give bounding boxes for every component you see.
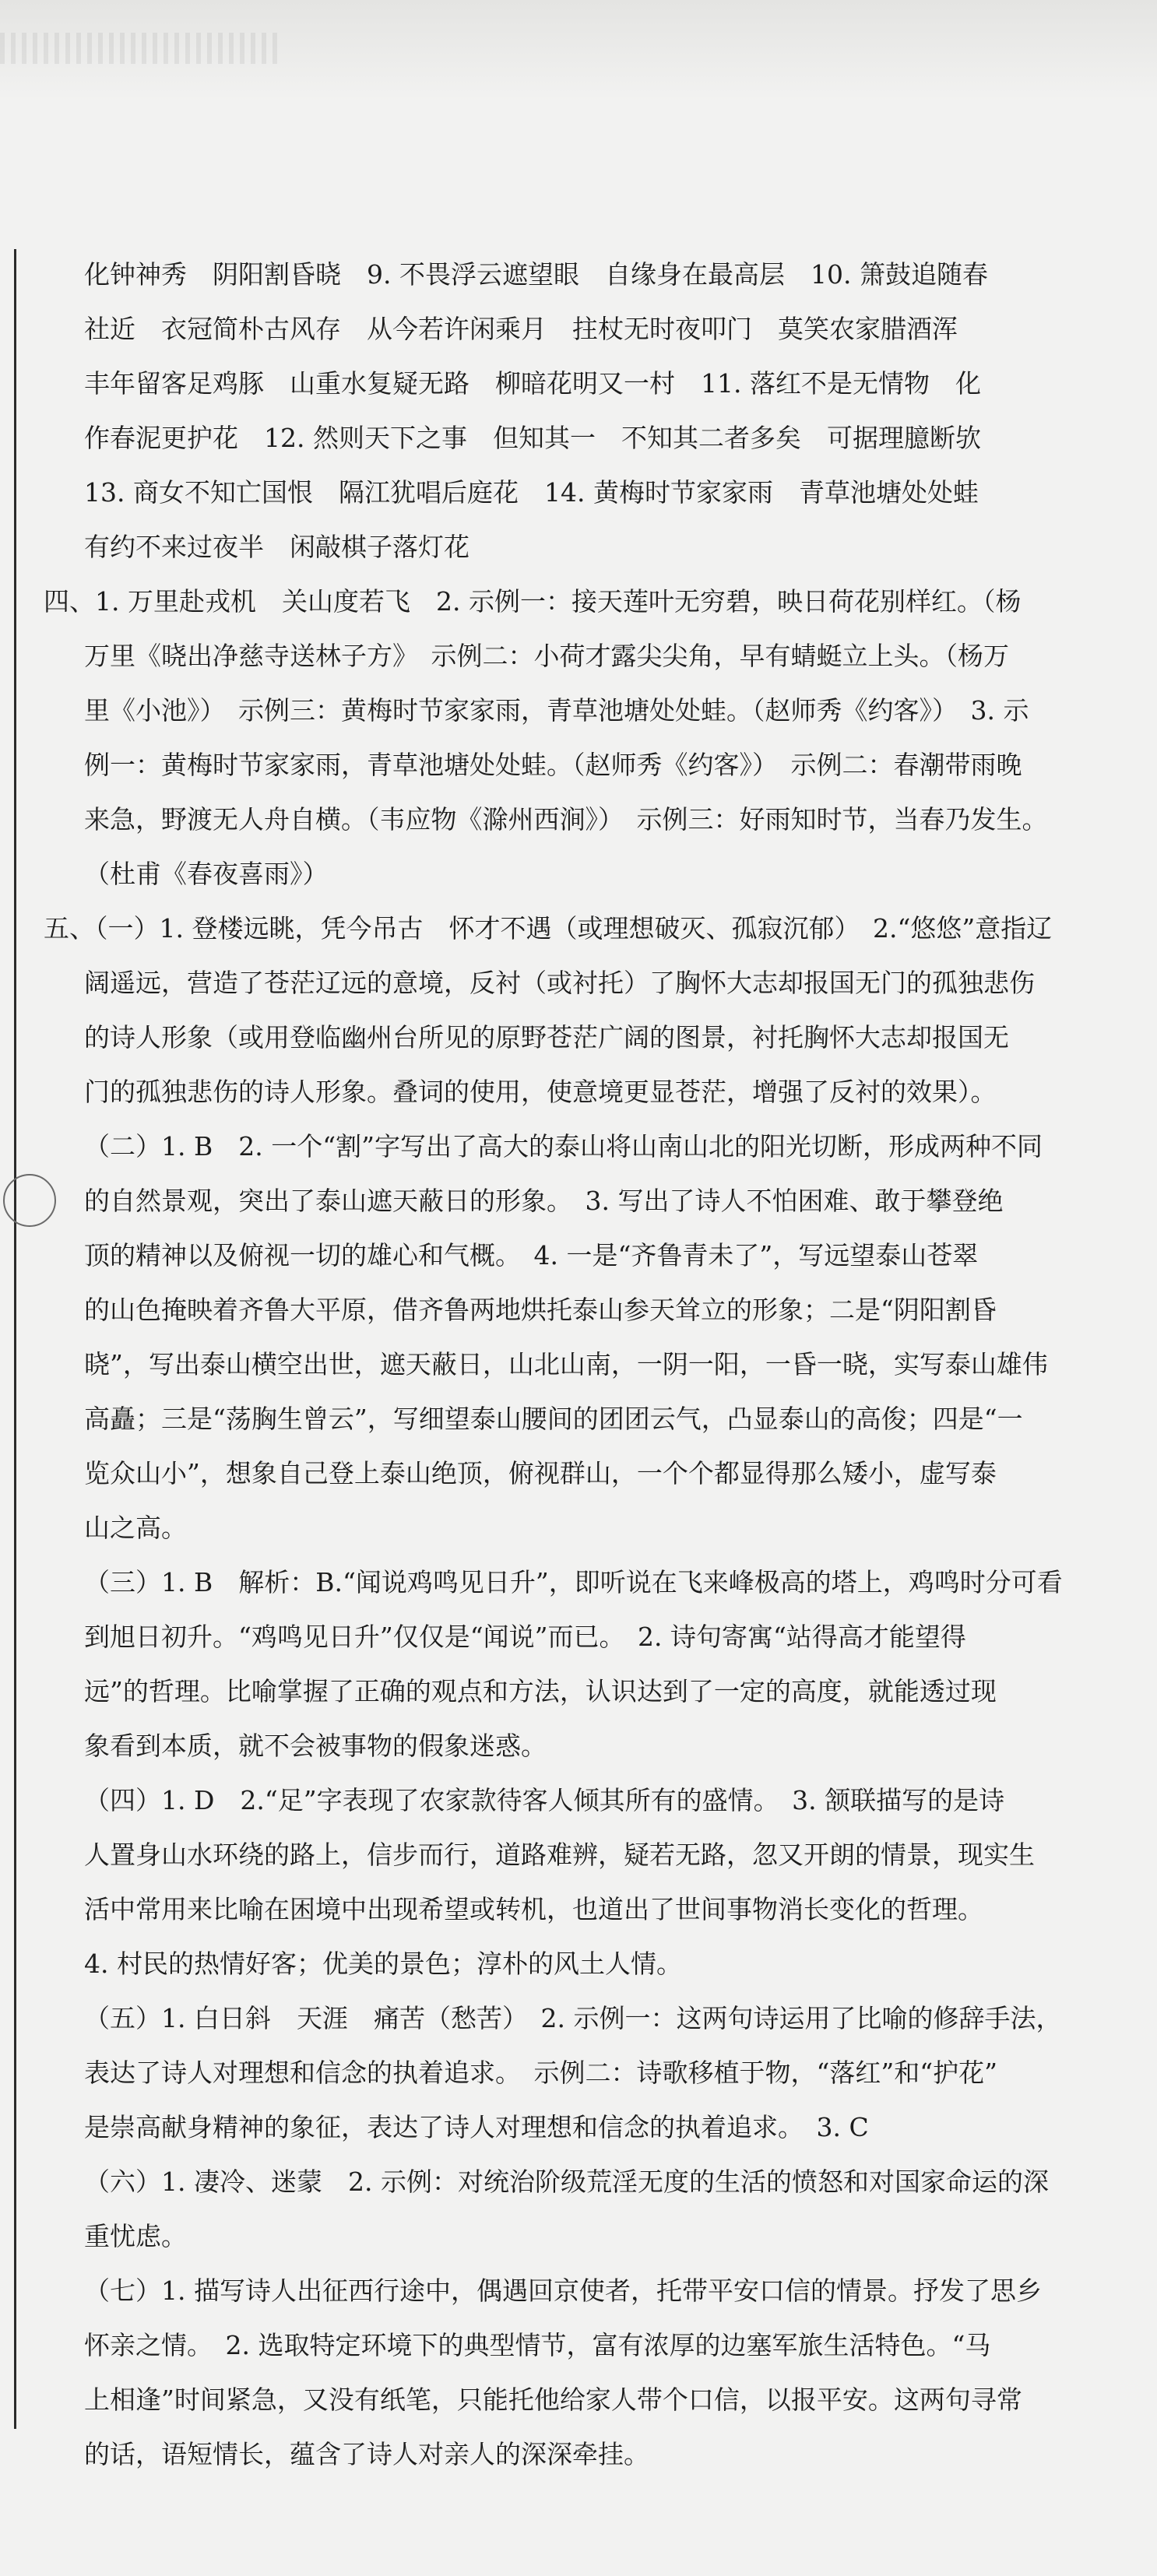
left-margin-rule (14, 249, 16, 2429)
text-line: 的话，语短情长，蕴含了诗人对亲人的深深牵挂。 (84, 2439, 649, 2469)
text-line: 五、（一）1. 登楼远眺，凭今吊古 怀才不遇（或理想破灭、孤寂沉郁） 2.“悠悠”意指辽 (44, 913, 1053, 944)
text-line: （七）1. 描写诗人出征西行途中，偶遇回京使者，托带平安口信的情景。抒发了思乡 (84, 2276, 1042, 2306)
text-line: 作春泥更护花 12. 然则天下之事 但知其一 不知其二者多矣 可据理臆断欤 (84, 423, 981, 453)
text-line: 万里《晓出净慈寺送林子方》 示例二：小荷才露尖尖角，早有蜻蜓立上头。（杨万 (84, 641, 1009, 671)
text-line: 怀亲之情。 2. 选取特定环境下的典型情节，富有浓厚的边塞军旅生活特色。“马 (84, 2330, 991, 2360)
text-line: （杜甫《春夜喜雨》） (84, 859, 329, 889)
text-line: 来急，野渡无人舟自横。（韦应物《滁州西涧》） 示例三：好雨知时节，当春乃发生。 (84, 804, 1048, 835)
text-line: 化钟神秀 阴阳割昏晓 9. 不畏浮云遮望眼 自缘身在最高层 10. 箫鼓追随春 (84, 259, 988, 290)
text-line: （二）1. B 2. 一个“割”字写出了高大的泰山将山南山北的阳光切断，形成两种不同 (84, 1131, 1043, 1161)
answer-text-body (44, 248, 1134, 2482)
text-line: 活中常用来比喻在困境中出现希望或转机，也道出了世间事物消长变化的哲理。 (84, 1894, 983, 1924)
text-line: 顶的精神以及俯视一切的雄心和气概。 4. 一是“齐鲁青未了”，写远望泰山苍翠 (84, 1240, 979, 1270)
text-line: 的自然景观，突出了泰山遮天蔽日的形象。 3. 写出了诗人不怕困难、敢于攀登绝 (84, 1186, 1004, 1216)
text-line: 四、1. 万里赴戎机 关山度若飞 2. 示例一：接天莲叶无穷碧，映日荷花别样红。（杨 (44, 586, 1022, 617)
text-line: 的诗人形象（或用登临幽州台所见的原野苍茫广阔的图景，衬托胸怀大志却报国无 (84, 1022, 1009, 1053)
text-line: 人置身山水环绕的路上，信步而行，道路难辨，疑若无路，忽又开朗的情景，现实生 (84, 1840, 1035, 1870)
text-line: 览众山小”，想象自己登上泰山绝顶，俯视群山，一个个都显得那么矮小，虚写泰 (84, 1458, 997, 1488)
text-line: 象看到本质，就不会被事物的假象迷惑。 (84, 1731, 547, 1761)
text-line: 13. 商女不知亡国恨 隔江犹唱后庭花 14. 黄梅时节家家雨 青草池塘处处蛙 (84, 477, 979, 508)
faded-header-text (0, 33, 280, 64)
text-line: 社近 衣冠简朴古风存 从今若许闲乘月 拄杖无时夜叩门 莫笑农家腊酒浑 (84, 314, 958, 344)
text-line: 例一：黄梅时节家家雨，青草池塘处处蛙。（赵师秀《约客》） 示例二：春潮带雨晚 (84, 750, 1022, 780)
text-line: 高矗；三是“荡胸生曾云”，写细望泰山腰间的团团云气，凸显泰山的高俊；四是“一 (84, 1404, 1023, 1434)
text-line: 山之高。 (84, 1513, 187, 1543)
text-line: （五）1. 白日斜 天涯 痛苦（愁苦） 2. 示例一：这两句诗运用了比喻的修辞手法， (84, 2003, 1062, 2033)
text-line: 表达了诗人对理想和信念的执着追求。 示例二：诗歌移植于物，“落红”和“护花” (84, 2058, 997, 2088)
text-line: 晓”，写出泰山横空出世，遮天蔽日，山北山南，一阴一阳，一昏一晓，实写泰山雄伟 (84, 1349, 1048, 1379)
text-line: 重忧虑。 (84, 2221, 187, 2251)
text-line: 里《小池》） 示例三：黄梅时节家家雨，青草池塘处处蛙。（赵师秀《约客》） 3. 示 (84, 695, 1029, 726)
text-line: 上相逢”时间紧急，又没有纸笔，只能托他给家人带个口信，以报平安。这两句寻常 (84, 2384, 1022, 2415)
text-line: 有约不来过夜半 闲敲棋子落灯花 (84, 532, 469, 562)
text-line: 4. 村民的热情好客；优美的景色；淳朴的风土人情。 (84, 1949, 682, 1979)
text-line: 的山色掩映着齐鲁大平原，借齐鲁两地烘托泰山参天耸立的形象；二是“阴阳割昏 (84, 1295, 997, 1325)
text-line: 阔遥远，营造了苍茫辽远的意境，反衬（或衬托）了胸怀大志却报国无门的孤独悲伤 (84, 968, 1035, 998)
text-line: （四）1. D 2.“足”字表现了农家款待客人倾其所有的盛情。 3. 颔联描写的是诗 (84, 1785, 1005, 1815)
text-line: 门的孤独悲伤的诗人形象。叠词的使用，使意境更显苍茫，增强了反衬的效果）。 (84, 1077, 997, 1107)
text-line: （六）1. 凄冷、迷蒙 2. 示例：对统治阶级荒淫无度的生活的愤怒和对国家命运的深 (84, 2167, 1049, 2197)
text-line: 到旭日初升。“鸡鸣见日升”仅仅是“闻说”而已。 2. 诗句寄寓“站得高才能望得 (84, 1622, 966, 1652)
text-line: 远”的哲理。比喻掌握了正确的观点和方法，认识达到了一定的高度，就能透过现 (84, 1676, 997, 1706)
top-margin-strip (0, 0, 1157, 101)
text-line: 是崇高献身精神的象征，表达了诗人对理想和信念的执着追求。 3. C (84, 2112, 869, 2142)
text-line: 丰年留客足鸡豚 山重水复疑无路 柳暗花明又一村 11. 落红不是无情物 化 (84, 368, 981, 399)
text-line: （三）1. B 解析：B.“闻说鸡鸣见日升”，即听说在飞来峰极高的塔上，鸡鸣时分可看 (84, 1567, 1063, 1597)
